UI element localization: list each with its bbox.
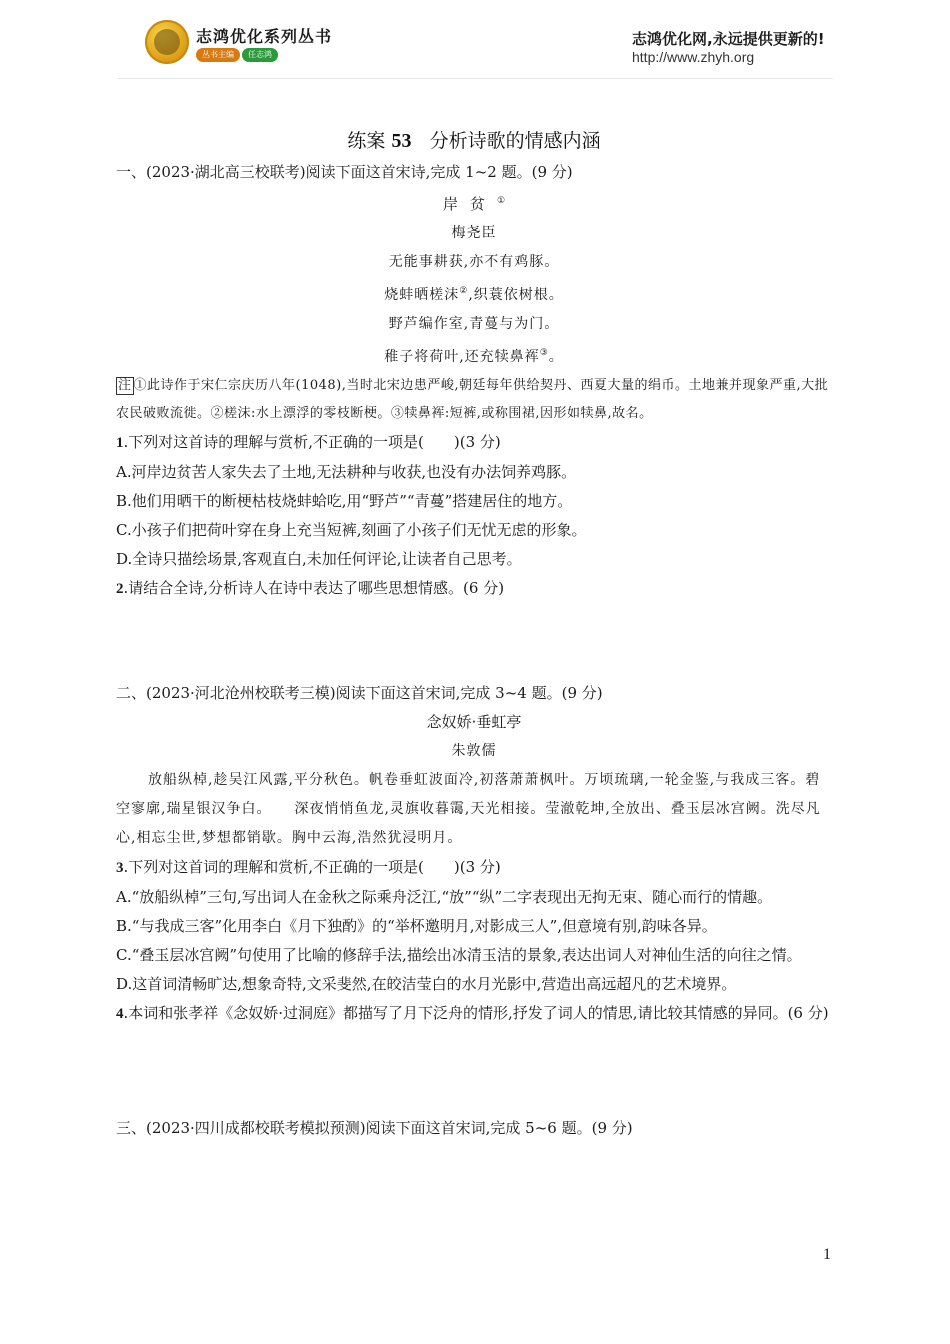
q1-option-d: D.全诗只描绘场景,客观直白,未加任何评论,让读者自己思考。: [116, 550, 522, 568]
question-number: 2: [116, 581, 124, 597]
header-divider: [118, 78, 833, 79]
question-text: .请结合全诗,分析诗人在诗中表达了哪些思想情感。(6 分): [123, 579, 505, 597]
q3-option-b: B.“与我成三客”化用李白《月下独酌》的“举杯邀明月,对影成三人”,但意境有别,韵味各异。: [116, 917, 717, 935]
header-slogan: 志鸿优化网,永远提供更新的!: [632, 30, 825, 48]
note-text: ①此诗作于宋仁宗庆历八年(1048),当时北宋边患严峻,朝廷每年供给契丹、西夏大量的绢币。土地兼并现象严重,大批农民破败流徙。②槎沫:水上漂浮的零枝断梗。③犊鼻裈:短裤,或称围裙,因形如犊鼻,故名。: [116, 378, 829, 421]
poem1-line: 野芦编作室,青蔓与为门。: [388, 316, 560, 332]
poem1-line: [116, 339, 832, 372]
question-text: .本词和张孝祥《念奴娇·过洞庭》都描写了月下泛舟的情形,抒发了词人的情思,请比较其情感的异同。(6 分): [123, 1004, 829, 1022]
answer-space: [116, 1029, 832, 1114]
brand-subtitle: [196, 48, 278, 62]
q1-option-c: C.小孩子们把荷叶穿在身上充当短裤,刻画了小孩子们无忧无虑的形象。: [116, 521, 587, 539]
brand-title: 志鸿优化系列丛书: [196, 27, 333, 46]
question-2: [116, 574, 832, 604]
publisher-logo-icon: [145, 20, 189, 64]
poem1-line: 无能事耕获,亦不有鸡豚。: [388, 254, 560, 270]
title-rest: 分析诗歌的情感内涵: [429, 130, 601, 152]
poem1-title-note: ①: [496, 196, 506, 206]
poem2-author: 朱敦儒: [451, 743, 497, 759]
poem1-line-part: 稚子将荷叶,还充犊鼻裈: [384, 349, 540, 365]
poem1-line: [116, 277, 832, 310]
section2-heading: 二、(2023·河北沧州校联考三模)阅读下面这首宋词,完成 3~4 题。(9 分): [116, 684, 603, 702]
title-number: 53: [391, 130, 412, 152]
section3-heading: 三、(2023·四川成都校联考模拟预测)阅读下面这首宋词,完成 5~6 题。(9 分): [116, 1119, 633, 1137]
poem1-line-part: 烧蚌晒槎沫: [384, 287, 460, 303]
q1-option-a: A.河岸边贫苦人家失去了土地,无法耕种与收获,也没有办法饲养鸡豚。: [116, 463, 577, 481]
q3-option-c: C.“叠玉层冰宫阙”句使用了比喻的修辞手法,描绘出冰清玉洁的景象,表达出词人对神仙生活的向往之情。: [116, 946, 802, 964]
q3-option-d: D.这首词清畅旷达,想象奇特,文采斐然,在皎洁莹白的水月光影中,营造出高远超凡的艺术境界。: [116, 975, 737, 993]
document-body: [116, 124, 832, 1143]
q1-option-b: B.他们用晒干的断梗枯枝烧蚌蛤吃,用“野芦”“青蔓”搭建居住的地方。: [116, 492, 573, 510]
answer-space: [116, 604, 832, 679]
question-text: .下列对这首词的理解和赏析,不正确的一项是( )(3 分): [123, 858, 501, 876]
poem1-line-part: ,织蓑依树根。: [468, 287, 564, 303]
question-number: 4: [116, 1006, 124, 1022]
page-title: [116, 124, 832, 158]
page-header: [0, 0, 950, 80]
poem2-text: 放船纵棹,趁吴江风露,平分秋色。帆卷垂虹波面冷,初落萧萧枫叶。万顷琉璃,一轮金鉴,与我成三客。碧空寥廓,瑞星银汉争白。 深夜悄悄鱼龙,灵旗收暮霭,天光相接。莹澈乾坤,全放出、叠玉层冰宫阙。洗尽凡心,相忘尘世,梦想都销歇。胸中云海,浩然犹浸明月。: [116, 772, 821, 846]
title-prefix: 练案: [347, 130, 386, 152]
q3-option-a: A.“放船纵棹”三句,写出词人在金秋之际乘舟泛江,“放”“纵”二字表现出无拘无束、随心而行的情趣。: [116, 888, 773, 906]
poem1-title-row: [116, 187, 832, 219]
brand-sub-editor-name: 任志鸿: [242, 48, 278, 62]
poem1-line-part: 。: [548, 349, 564, 365]
question-text: .下列对这首诗的理解与赏析,不正确的一项是( )(3 分): [123, 433, 501, 451]
poem1-line-note: ③: [539, 348, 549, 358]
poem1-title: 岸贫: [442, 195, 497, 213]
page-number: 1: [823, 1246, 831, 1263]
question-number: 3: [116, 860, 124, 876]
note-mark: 注: [118, 378, 132, 393]
poem1-line-note: ②: [459, 286, 469, 296]
brand-sub-editor-label: 丛书主编: [196, 48, 240, 62]
header-url: http://www.zhyh.org: [632, 49, 755, 65]
question-number: 1: [116, 435, 124, 451]
poem1-notes: [116, 372, 832, 428]
poem2-title: 念奴娇·垂虹亭: [426, 713, 522, 731]
question-3: [116, 853, 832, 883]
question-1: [116, 428, 832, 458]
poem1-author: 梅尧臣: [451, 225, 497, 241]
question-4: [116, 999, 832, 1029]
section1-heading: 一、(2023·湖北高三校联考)阅读下面这首宋诗,完成 1~2 题。(9 分): [116, 163, 573, 181]
